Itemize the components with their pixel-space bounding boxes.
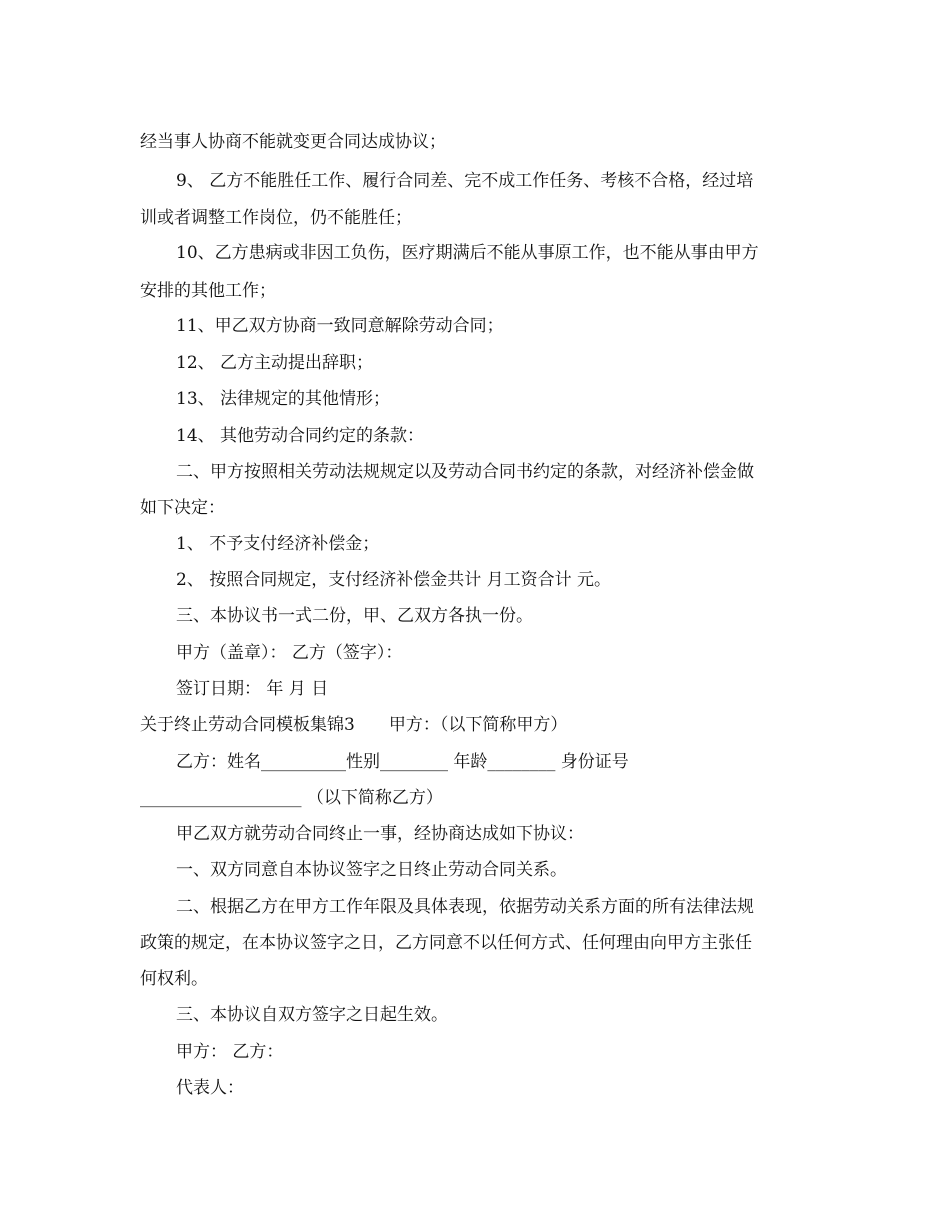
text-line: 9、 乙方不能胜任工作、履行合同差、完不成工作任务、考核不合格，经过培 bbox=[176, 171, 754, 191]
section-heading: 关于终止劳动合同模板集锦3 甲方：（以下简称甲方） bbox=[140, 715, 568, 735]
text-line: 甲乙双方就劳动合同终止一事，经协商达成如下协议： bbox=[176, 824, 584, 844]
text-line: 三、本协议书一式二份，甲、乙双方各执一份。 bbox=[176, 606, 533, 626]
text-line: 乙方：姓名__________性别________ 年龄________ 身份证号 bbox=[176, 752, 629, 772]
text-line: 甲方： 乙方： bbox=[176, 1042, 284, 1062]
text-line: 13、 法律规定的其他情形； bbox=[176, 389, 391, 409]
text-line: 训或者调整工作岗位，仍不能胜任； bbox=[140, 208, 412, 228]
text-line: 安排的其他工作； bbox=[140, 281, 276, 301]
text-line: 签订日期： 年 月 日 bbox=[176, 679, 329, 699]
text-line: 如下决定： bbox=[140, 498, 225, 518]
text-line: 政策的规定，在本协议签字之日，乙方同意不以任何方式、任何理由向甲方主张任 bbox=[140, 933, 752, 953]
text-line: 代表人： bbox=[176, 1078, 244, 1098]
text-line: 12、 乙方主动提出辞职； bbox=[176, 353, 374, 373]
text-line: 14、 其他劳动合同约定的条款： bbox=[176, 426, 425, 446]
text-line: 二、甲方按照相关劳动法规规定以及劳动合同书约定的条款，对经济补偿金做 bbox=[176, 462, 754, 482]
text-line: 1、 不予支付经济补偿金； bbox=[176, 534, 380, 554]
text-line: 何权利。 bbox=[140, 969, 208, 989]
text-line: 甲方（盖章）： 乙方（签字）： bbox=[176, 643, 403, 663]
text-line: 经当事人协商不能就变更合同达成协议； bbox=[140, 132, 446, 152]
text-line: 二、根据乙方在甲方工作年限及具体表现，依据劳动关系方面的所有法律法规 bbox=[176, 897, 754, 917]
text-line: 一、双方同意自本协议签字之日终止劳动合同关系。 bbox=[176, 860, 567, 880]
text-line: 2、 按照合同规定，支付经济补偿金共计 月工资合计 元。 bbox=[176, 570, 612, 590]
text-line: 11、甲乙双方协商一致同意解除劳动合同； bbox=[176, 316, 504, 336]
text-line: 10、乙方患病或非因工负伤，医疗期满后不能从事原工作，也不能从事由甲方 bbox=[176, 243, 759, 263]
text-line: ___________________ （以下简称乙方） bbox=[140, 788, 443, 808]
text-line: 三、本协议自双方签字之日起生效。 bbox=[176, 1005, 448, 1025]
